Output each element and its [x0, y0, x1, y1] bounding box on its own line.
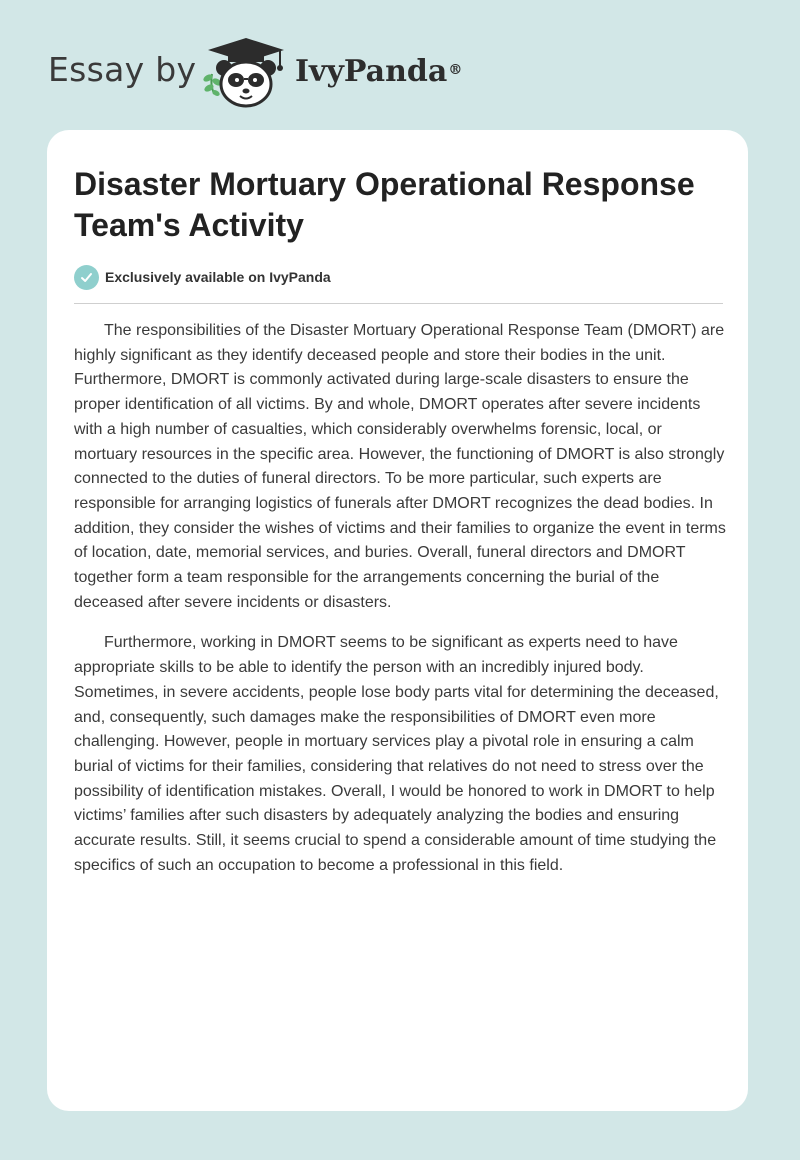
essay-title: Disaster Mortuary Operational Response Team's Activity: [74, 166, 695, 243]
essay-by-label: Essay by: [48, 50, 197, 89]
brand-name-text: IvyPanda: [295, 54, 448, 89]
site-header: [0, 0, 800, 130]
essay-paragraph: Furthermore, working in DMORT seems to be significant as experts need to have appropriate skills to be able to identify the person with an incredibly injured body. Sometimes, in severe accidents, people lose body parts vital for determining the deceased, and, consequently, such damages make the responsibilities of DMORT even more challenging. However, people in mortuary services play a pivotal role in ensuring a calm burial of victims for their families, considering that relatives do not need to stress over the possibility of identification mistakes. Overall, I would be honored to work in DMORT to help victims’ families after such disasters by adequately analyzing the bodies and ensuring accurate results. Still, it seems crucial to spend a considerable amount of time studying the specifics of such an occupation to become a professional in this field.: [74, 634, 719, 874]
exclusive-badge: [74, 264, 331, 290]
panda-logo-icon[interactable]: [200, 34, 292, 110]
exclusive-badge-text: Exclusively available on IvyPanda: [105, 269, 331, 285]
essay-paragraph: The responsibilities of the Disaster Mortuary Operational Response Team (DMORT) are highly significant as they identify deceased people and store their bodies in the unit. Furthermore, DMORT is commonly activated during large-scale disasters to ensure the proper identification of all victims. By and whole, DMORT operates after severe incidents with a high number of casualties, which considerably overwhelms forensic, local, or mortuary resources in the specific area. However, the functioning of DMORT is also strongly connected to the duties of funeral directors. To be more particular, such experts are responsible for arranging logistics of funerals after DMORT recognizes the dead bodies. In addition, they consider the wishes of victims and their families to organize the event in terms of location, date, memorial services, and buries. Overall, funeral directors and DMORT together form a team responsible for the arrangements concerning the burial of the deceased after severe incidents or disasters.: [74, 322, 726, 611]
brand-name[interactable]: [295, 52, 462, 92]
divider: [74, 303, 723, 304]
essay-card: [47, 130, 748, 1111]
registered-mark: ®: [448, 62, 463, 78]
checkmark-icon: [74, 265, 99, 290]
essay-body: [74, 319, 729, 894]
